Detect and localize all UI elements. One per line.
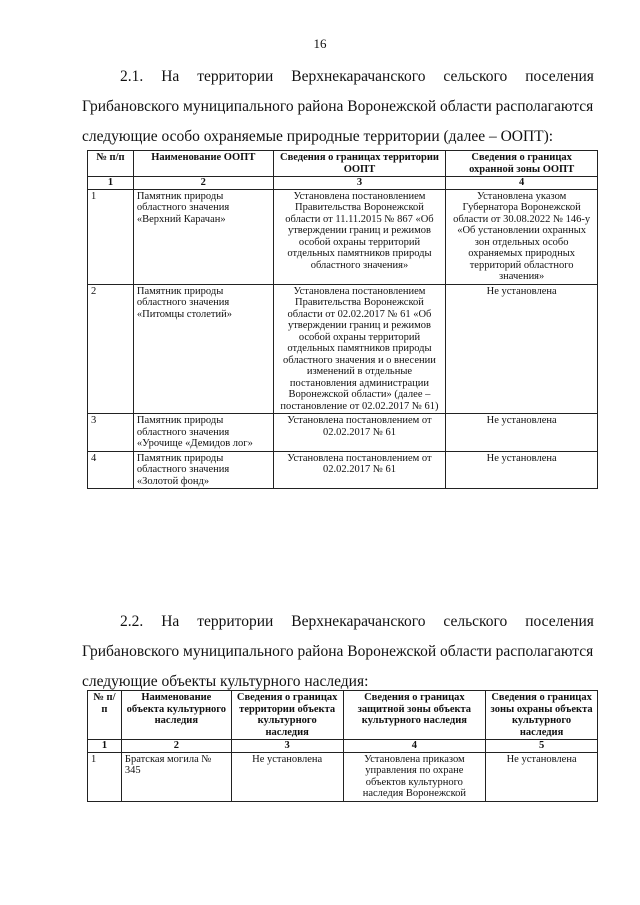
header-cell-protection-zone: Сведения о границах охранной зоны ООПТ: [446, 151, 598, 177]
header-cell-name: Наименование объекта культурного наследия: [121, 691, 231, 740]
paragraph-word: поселения: [525, 613, 594, 630]
oopt-name: Памятник природы областного значения «Золотой фонд»: [133, 451, 273, 489]
row-number: 1: [88, 189, 134, 284]
paragraph-line-3: следующие объекты культурного наследия:: [82, 673, 369, 690]
section-number: 2.2.: [120, 613, 144, 630]
oopt-name: Памятник природы областного значения «Питомцы столетий»: [133, 284, 273, 414]
section-number: 2.1.: [120, 68, 144, 85]
header-cell-protective-zone: Сведения о границах защитной зоны объекта культурного наследия: [343, 691, 486, 740]
table-row: [88, 189, 598, 284]
paragraph-line-2: Грибановского муниципального района Воронежской области располагаются: [82, 98, 594, 115]
header-cell-territory: Сведения о границах территории объекта культурного наследия: [231, 691, 343, 740]
territory-info: Установлена постановлением Правительства Воронежской области от 11.11.2015 № 867 «Об утверждении границ и режимов особой охраны территорий отдельных памятников природы областного значения»: [273, 189, 446, 284]
paragraph-word: поселения: [525, 68, 594, 85]
paragraph-word: территории: [197, 613, 274, 630]
header-cell-name: Наименование ООПТ: [133, 151, 273, 177]
protection-zone-info: Не установлена: [486, 752, 598, 801]
cultural-heritage-table: [87, 690, 598, 802]
section-2-2-paragraph: [82, 607, 594, 697]
table-row: [88, 414, 598, 452]
table-header-row: [88, 691, 598, 740]
header-cell-number: № п/п: [88, 151, 134, 177]
column-number-row: [88, 177, 598, 190]
table-row: [88, 284, 598, 414]
header-cell-protection-zone: Сведения о границах зоны охраны объекта культурного наследия: [486, 691, 598, 740]
paragraph-line-1: [82, 607, 594, 637]
protection-zone-info: Не установлена: [446, 451, 598, 489]
paragraph-word: территории: [197, 68, 274, 85]
column-number: 4: [446, 177, 598, 190]
territory-info: Установлена постановлением Правительства Воронежской области от 02.02.2017 № 61 «Об утверждении границ и режимов особой охраны территорий отдельных памятников природы областного значения и о внесении изменений в отдельные постановления администрации Воронежской области» (далее – постановление от 02.02.2017 № 61): [273, 284, 446, 414]
column-number: 1: [88, 177, 134, 190]
oopt-name: Памятник природы областного значения «Урочище «Демидов лог»: [133, 414, 273, 452]
column-number: 2: [121, 740, 231, 753]
paragraph-line-2: Грибановского муниципального района Воронежской области располагаются: [82, 643, 594, 660]
column-number: 3: [231, 740, 343, 753]
row-number: 1: [88, 752, 122, 801]
page-number: 16: [313, 36, 327, 51]
paragraph-word: сельского: [443, 613, 508, 630]
column-number: 4: [343, 740, 486, 753]
column-number-row: [88, 740, 598, 753]
protection-zone-info: Установлена указом Губернатора Воронежской области от 30.08.2022 № 146-у «Об установлении охранных зон отдельных особо охраняемых природных территорий областного значения»: [446, 189, 598, 284]
paragraph-word: Верхнекарачанского: [291, 613, 426, 630]
paragraph-line-3: следующие особо охраняемые природные территории (далее – ООПТ):: [82, 128, 554, 145]
oopt-name: Памятник природы областного значения «Верхний Карачан»: [133, 189, 273, 284]
table-row: [88, 752, 598, 801]
territory-info: Не установлена: [231, 752, 343, 801]
paragraph-word: Верхнекарачанского: [291, 68, 426, 85]
territory-info: Установлена постановлением от 02.02.2017 № 61: [273, 451, 446, 489]
protection-zone-info: Не установлена: [446, 414, 598, 452]
header-cell-territory: Сведения о границах территории ООПТ: [273, 151, 446, 177]
heritage-object-name: Братская могила № 345: [121, 752, 231, 801]
protected-areas-table: [87, 150, 598, 489]
column-number: 1: [88, 740, 122, 753]
row-number: 2: [88, 284, 134, 414]
protective-zone-info: Установлена приказом управления по охране объектов культурного наследия Воронежской: [343, 752, 486, 801]
paragraph-line-1: [82, 62, 594, 92]
header-cell-number: № п/п: [88, 691, 122, 740]
column-number: 2: [133, 177, 273, 190]
column-number: 3: [273, 177, 446, 190]
territory-info: Установлена постановлением от 02.02.2017 № 61: [273, 414, 446, 452]
table-row: [88, 451, 598, 489]
section-2-1-paragraph: [82, 62, 594, 152]
column-number: 5: [486, 740, 598, 753]
paragraph-word: сельского: [443, 68, 508, 85]
row-number: 3: [88, 414, 134, 452]
paragraph-word: На: [161, 613, 180, 630]
paragraph-word: На: [161, 68, 180, 85]
protection-zone-info: Не установлена: [446, 284, 598, 414]
row-number: 4: [88, 451, 134, 489]
table-header-row: [88, 151, 598, 177]
